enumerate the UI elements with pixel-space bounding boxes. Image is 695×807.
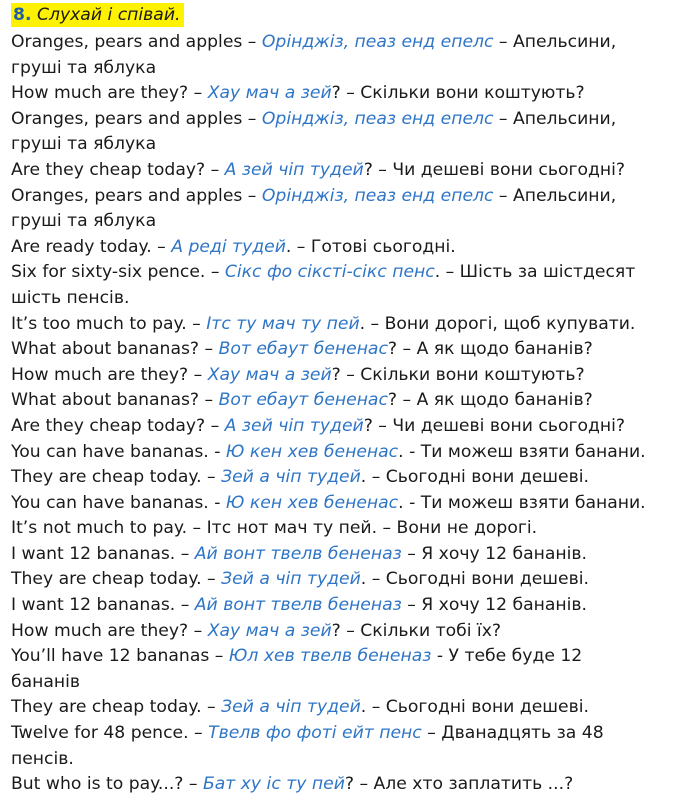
song-line xyxy=(11,184,695,210)
transcription-text: Ю кен хев бененас xyxy=(225,441,399,462)
song-line xyxy=(11,491,695,517)
transcription-text: Ай вонт твелв бененаз xyxy=(194,543,402,564)
english-text: How much are they? – xyxy=(11,620,208,641)
ukrainian-text: . – Шість за шістдесят xyxy=(434,262,636,283)
song-line xyxy=(11,542,695,568)
song-line xyxy=(11,30,695,56)
english-text: Are ready today. – xyxy=(11,236,172,257)
english-text: They are cheap today. – xyxy=(11,467,222,488)
song-line xyxy=(11,772,695,798)
transcription-text: Вот ебаут бененас xyxy=(218,339,388,360)
english-text: They are cheap today. – xyxy=(11,569,222,590)
song-line xyxy=(11,209,695,235)
ukrainian-text: . - Ти можеш взяти банани. xyxy=(398,441,646,462)
transcription-text: Юл хев твелв бененаз xyxy=(228,646,432,667)
english-text: I want 12 bananas. – xyxy=(11,543,195,564)
transcription-text: Хау мач а зей xyxy=(207,364,332,385)
transcription-text: Зей а чіп тудей xyxy=(221,569,361,590)
english-text: It’s not much to pay. – Ітс нот мач ту пей. – Вони не дорогі. xyxy=(11,518,538,539)
transcription-text: Бат ху іс ту пей xyxy=(202,774,345,795)
exercise-label-highlight xyxy=(11,3,184,27)
song-line xyxy=(11,56,695,82)
song-line xyxy=(11,440,695,466)
english-text: Oranges, pears and apples – xyxy=(11,185,262,206)
english-text: Are they cheap today? – xyxy=(11,159,225,180)
song-line xyxy=(11,567,695,593)
ukrainian-text: . – Сьогодні вони дешеві. xyxy=(360,569,589,590)
english-text: Twelve for 48 pence. – xyxy=(11,723,209,744)
transcription-text: Сікс фо сіксті-сікс пенс xyxy=(224,262,435,283)
song-line xyxy=(11,414,695,440)
song-line xyxy=(11,235,695,261)
song-line xyxy=(11,593,695,619)
ukrainian-text: . – Готові сьогодні. xyxy=(285,236,456,257)
transcription-text: Зей а чіп тудей xyxy=(221,697,361,718)
english-text: I want 12 bananas. – xyxy=(11,595,195,616)
english-text: What about bananas? – xyxy=(11,390,219,411)
ukrainian-text: груші та яблука xyxy=(11,211,157,232)
song-line xyxy=(11,747,695,773)
song-line xyxy=(11,670,695,696)
ukrainian-text: ? – Але хто заплатить ...? xyxy=(344,774,574,795)
song-lines xyxy=(11,30,695,798)
transcription-text: Хау мач а зей xyxy=(207,620,332,641)
english-text: But who is to pay...? – xyxy=(11,774,203,795)
song-line xyxy=(11,644,695,670)
transcription-text: Орінджіз, пеаз енд епелс xyxy=(261,185,494,206)
ukrainian-text: шість пенсів. xyxy=(11,287,130,308)
song-line xyxy=(11,388,695,414)
ukrainian-text: . – Сьогодні вони дешеві. xyxy=(360,697,589,718)
english-text: You’ll have 12 bananas – xyxy=(11,646,229,667)
ukrainian-text: – Апельсини, xyxy=(493,108,617,129)
exercise-header xyxy=(11,0,695,30)
english-text: Are they cheap today? – xyxy=(11,415,225,436)
english-text: How much are they? – xyxy=(11,364,208,385)
song-line xyxy=(11,286,695,312)
english-text: Six for sixty-six pence. – xyxy=(11,262,225,283)
transcription-text: Твелв фо фоті ейт пенс xyxy=(208,723,422,744)
ukrainian-text: . – Вони дорогі, щоб купувати. xyxy=(359,313,636,334)
ukrainian-text: ? – Скільки вони коштують? xyxy=(331,83,585,104)
english-text: How much are they? – xyxy=(11,83,208,104)
ukrainian-text: ? – А як щодо бананів? xyxy=(387,390,593,411)
song-line xyxy=(11,516,695,542)
ukrainian-text: . - Ти можеш взяти банани. xyxy=(398,492,646,513)
ukrainian-text: ? – А як щодо бананів? xyxy=(387,339,593,360)
transcription-text: Вот ебаут бененас xyxy=(218,390,388,411)
ukrainian-text: – Апельсини, xyxy=(493,185,617,206)
ukrainian-text: . – Сьогодні вони дешеві. xyxy=(360,467,589,488)
english-text: What about bananas? – xyxy=(11,339,219,360)
song-line xyxy=(11,721,695,747)
ukrainian-text: груші та яблука xyxy=(11,57,157,78)
song-line xyxy=(11,132,695,158)
song-line xyxy=(11,81,695,107)
english-text: Oranges, pears and apples – xyxy=(11,108,262,129)
ukrainian-text: – Я хочу 12 бананів. xyxy=(401,595,587,616)
ukrainian-text: ? – Чи дешеві вони сьогодні? xyxy=(363,159,626,180)
ukrainian-text: – Апельсини, xyxy=(493,32,617,52)
ukrainian-text: бананів xyxy=(11,671,81,692)
ukrainian-text: пенсів. xyxy=(11,748,74,769)
song-line xyxy=(11,619,695,645)
song-line xyxy=(11,158,695,184)
english-text: You can have bananas. - xyxy=(11,441,226,462)
song-line xyxy=(11,695,695,721)
english-text: Oranges, pears and apples – xyxy=(11,32,262,52)
transcription-text: Ай вонт твелв бененаз xyxy=(194,595,402,616)
transcription-text: А реді тудей xyxy=(171,236,286,257)
exercise-number: 8. xyxy=(13,5,32,25)
song-line xyxy=(11,465,695,491)
ukrainian-text: – Дванадцять за 48 xyxy=(421,723,604,744)
ukrainian-text: ? – Скільки тобі їх? xyxy=(331,620,502,641)
ukrainian-text: ? – Скільки вони коштують? xyxy=(331,364,585,385)
english-text: It’s too much to pay. – xyxy=(11,313,207,334)
song-line xyxy=(11,260,695,286)
english-text: You can have bananas. - xyxy=(11,492,226,513)
song-line xyxy=(11,363,695,389)
transcription-text: Орінджіз, пеаз енд епелс xyxy=(261,108,494,129)
ukrainian-text: ? – Чи дешеві вони сьогодні? xyxy=(363,415,626,436)
transcription-text: Хау мач а зей xyxy=(207,83,332,104)
song-line xyxy=(11,107,695,133)
transcription-text: Зей а чіп тудей xyxy=(221,467,361,488)
transcription-text: А зей чіп тудей xyxy=(224,159,364,180)
ukrainian-text: – Я хочу 12 бананів. xyxy=(401,543,587,564)
transcription-text: Ю кен хев бененас xyxy=(225,492,399,513)
transcription-text: Орінджіз, пеаз енд епелс xyxy=(261,32,494,52)
ukrainian-text: груші та яблука xyxy=(11,134,157,155)
exercise-title: Слухай і співай. xyxy=(36,5,181,25)
ukrainian-text: - У тебе буде 12 xyxy=(431,646,583,667)
transcription-text: А зей чіп тудей xyxy=(224,415,364,436)
english-text: They are cheap today. – xyxy=(11,697,222,718)
transcription-text: Ітс ту мач ту пей xyxy=(206,313,360,334)
song-line xyxy=(11,312,695,338)
song-line xyxy=(11,337,695,363)
